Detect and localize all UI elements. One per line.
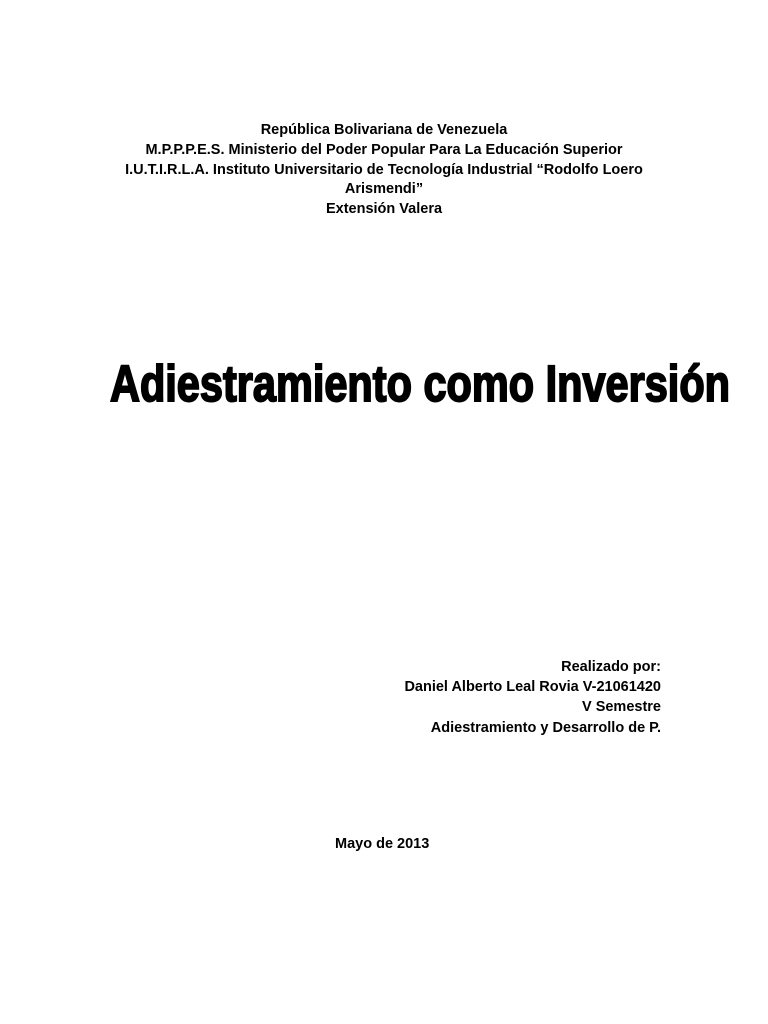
author-semester: V Semestre [582,699,661,716]
institution-header [0,121,768,220]
document-title [104,355,736,427]
title-text: Adiestramiento como Inversión [110,355,731,412]
header-institute-line: I.U.T.I.R.L.A. Instituto Universitario de Tecnología Industrial “Rodolfo Loero [125,161,643,178]
header-country-line: República Bolivariana de Venezuela [260,122,508,138]
header-ministry-line: M.P.P.P.E.S. Ministerio del Poder Popular Para La Educación Superior [145,141,623,158]
title-wordart [104,355,736,427]
author-label: Realizado por: [561,659,661,675]
header-campus-line: Extensión Valera [325,201,443,218]
author-block [404,657,661,738]
document-date: Mayo de 2013 [335,836,430,852]
author-course: Adiestramiento y Desarrollo de P. [430,719,661,736]
header-institute-line-cont: Arismendi” [344,181,424,198]
author-name: Daniel Alberto Leal Rovia V-21061420 [404,679,661,696]
